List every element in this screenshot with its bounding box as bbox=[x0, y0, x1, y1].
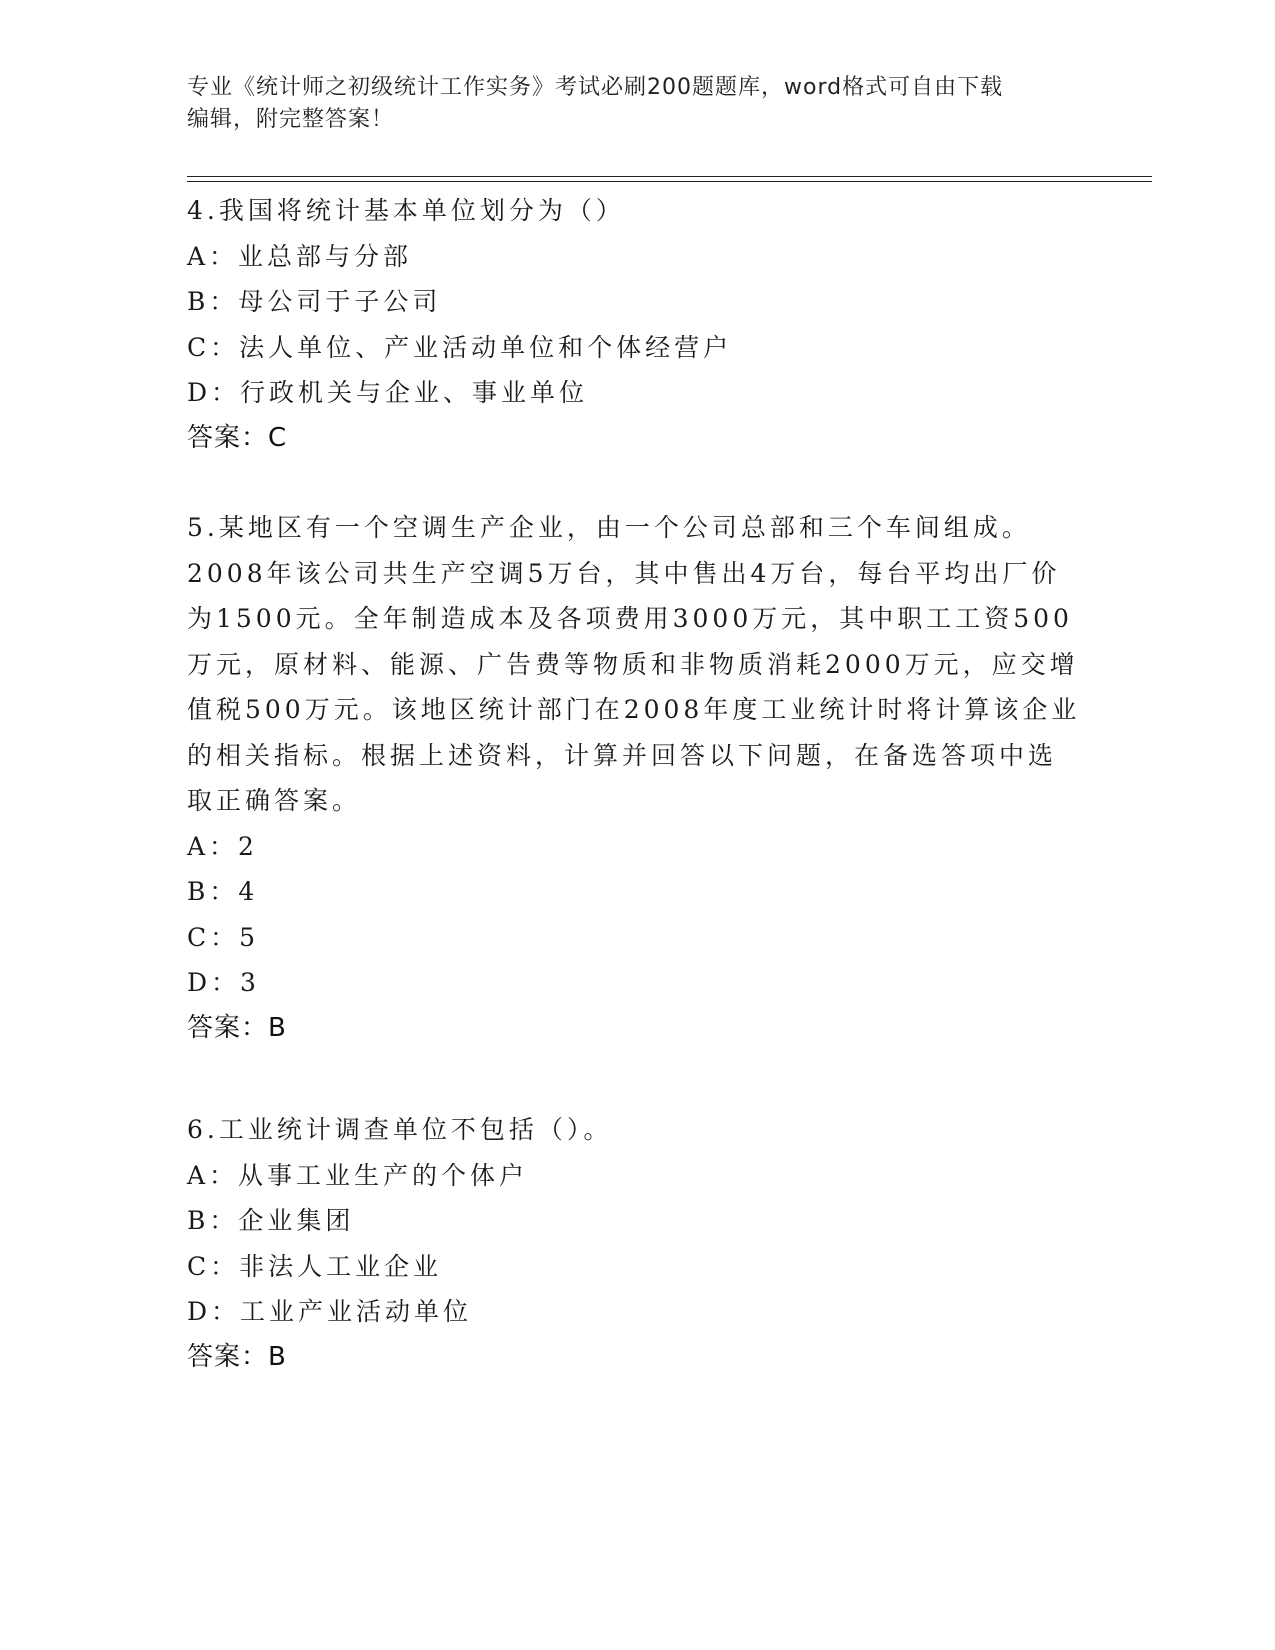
option-d: D：行政机关与企业、事业单位 bbox=[187, 378, 589, 407]
question-stem-line: 2008年该公司共生产空调5万台，其中售出4万台，每台平均出厂价 bbox=[187, 558, 1061, 588]
option-c: C：5 bbox=[187, 922, 260, 952]
header-line-1: 专业《统计师之初级统计工作实务》考试必刷200题题库，word格式可自由下载 bbox=[187, 75, 1004, 100]
header-divider-top bbox=[187, 176, 1152, 177]
option-d: D：工业产业活动单位 bbox=[187, 1297, 473, 1326]
option-a: A：业总部与分部 bbox=[187, 241, 413, 271]
answer-label: 答案：B bbox=[187, 1012, 287, 1043]
answer-label: 答案：C bbox=[187, 422, 288, 453]
question-stem-line: 5.某地区有一个空调生产企业，由一个公司总部和三个车间组成。 bbox=[187, 513, 1031, 542]
document-header bbox=[187, 72, 1087, 136]
question-stem-line: 的相关指标。根据上述资料，计算并回答以下问题，在备选答项中选 bbox=[187, 740, 1058, 770]
question-stem-line: 取正确答案。 bbox=[187, 786, 362, 815]
option-d: D：3 bbox=[187, 968, 260, 997]
question-stem-line: 值税500万元。该地区统计部门在2008年度工业统计时将计算该企业 bbox=[187, 695, 1081, 724]
option-a: A：2 bbox=[187, 831, 258, 861]
option-b: B：4 bbox=[187, 877, 259, 906]
question-6 bbox=[187, 1107, 1077, 1380]
question-5 bbox=[187, 505, 1081, 1051]
question-4 bbox=[187, 188, 1077, 461]
question-stem: 4.我国将统计基本单位划分为（） bbox=[187, 196, 625, 225]
answer-label: 答案：B bbox=[187, 1341, 287, 1372]
option-b: B：母公司于子公司 bbox=[187, 287, 442, 316]
question-stem-line: 万元，原材料、能源、广告费等物质和非物质消耗2000万元，应交增 bbox=[187, 649, 1079, 679]
header-divider-bottom bbox=[187, 181, 1152, 182]
option-c: C：法人单位、产业活动单位和个体经营户 bbox=[187, 332, 733, 362]
option-c: C：非法人工业企业 bbox=[187, 1251, 443, 1281]
question-stem: 6.工业统计调查单位不包括（）。 bbox=[187, 1115, 613, 1144]
header-line-2: 编辑，附完整答案！ bbox=[187, 107, 395, 132]
question-stem-line: 为1500元。全年制造成本及各项费用3000万元，其中职工工资500 bbox=[187, 604, 1073, 633]
option-b: B：企业集团 bbox=[187, 1206, 355, 1235]
option-a: A：从事工业生产的个体户 bbox=[187, 1160, 529, 1190]
